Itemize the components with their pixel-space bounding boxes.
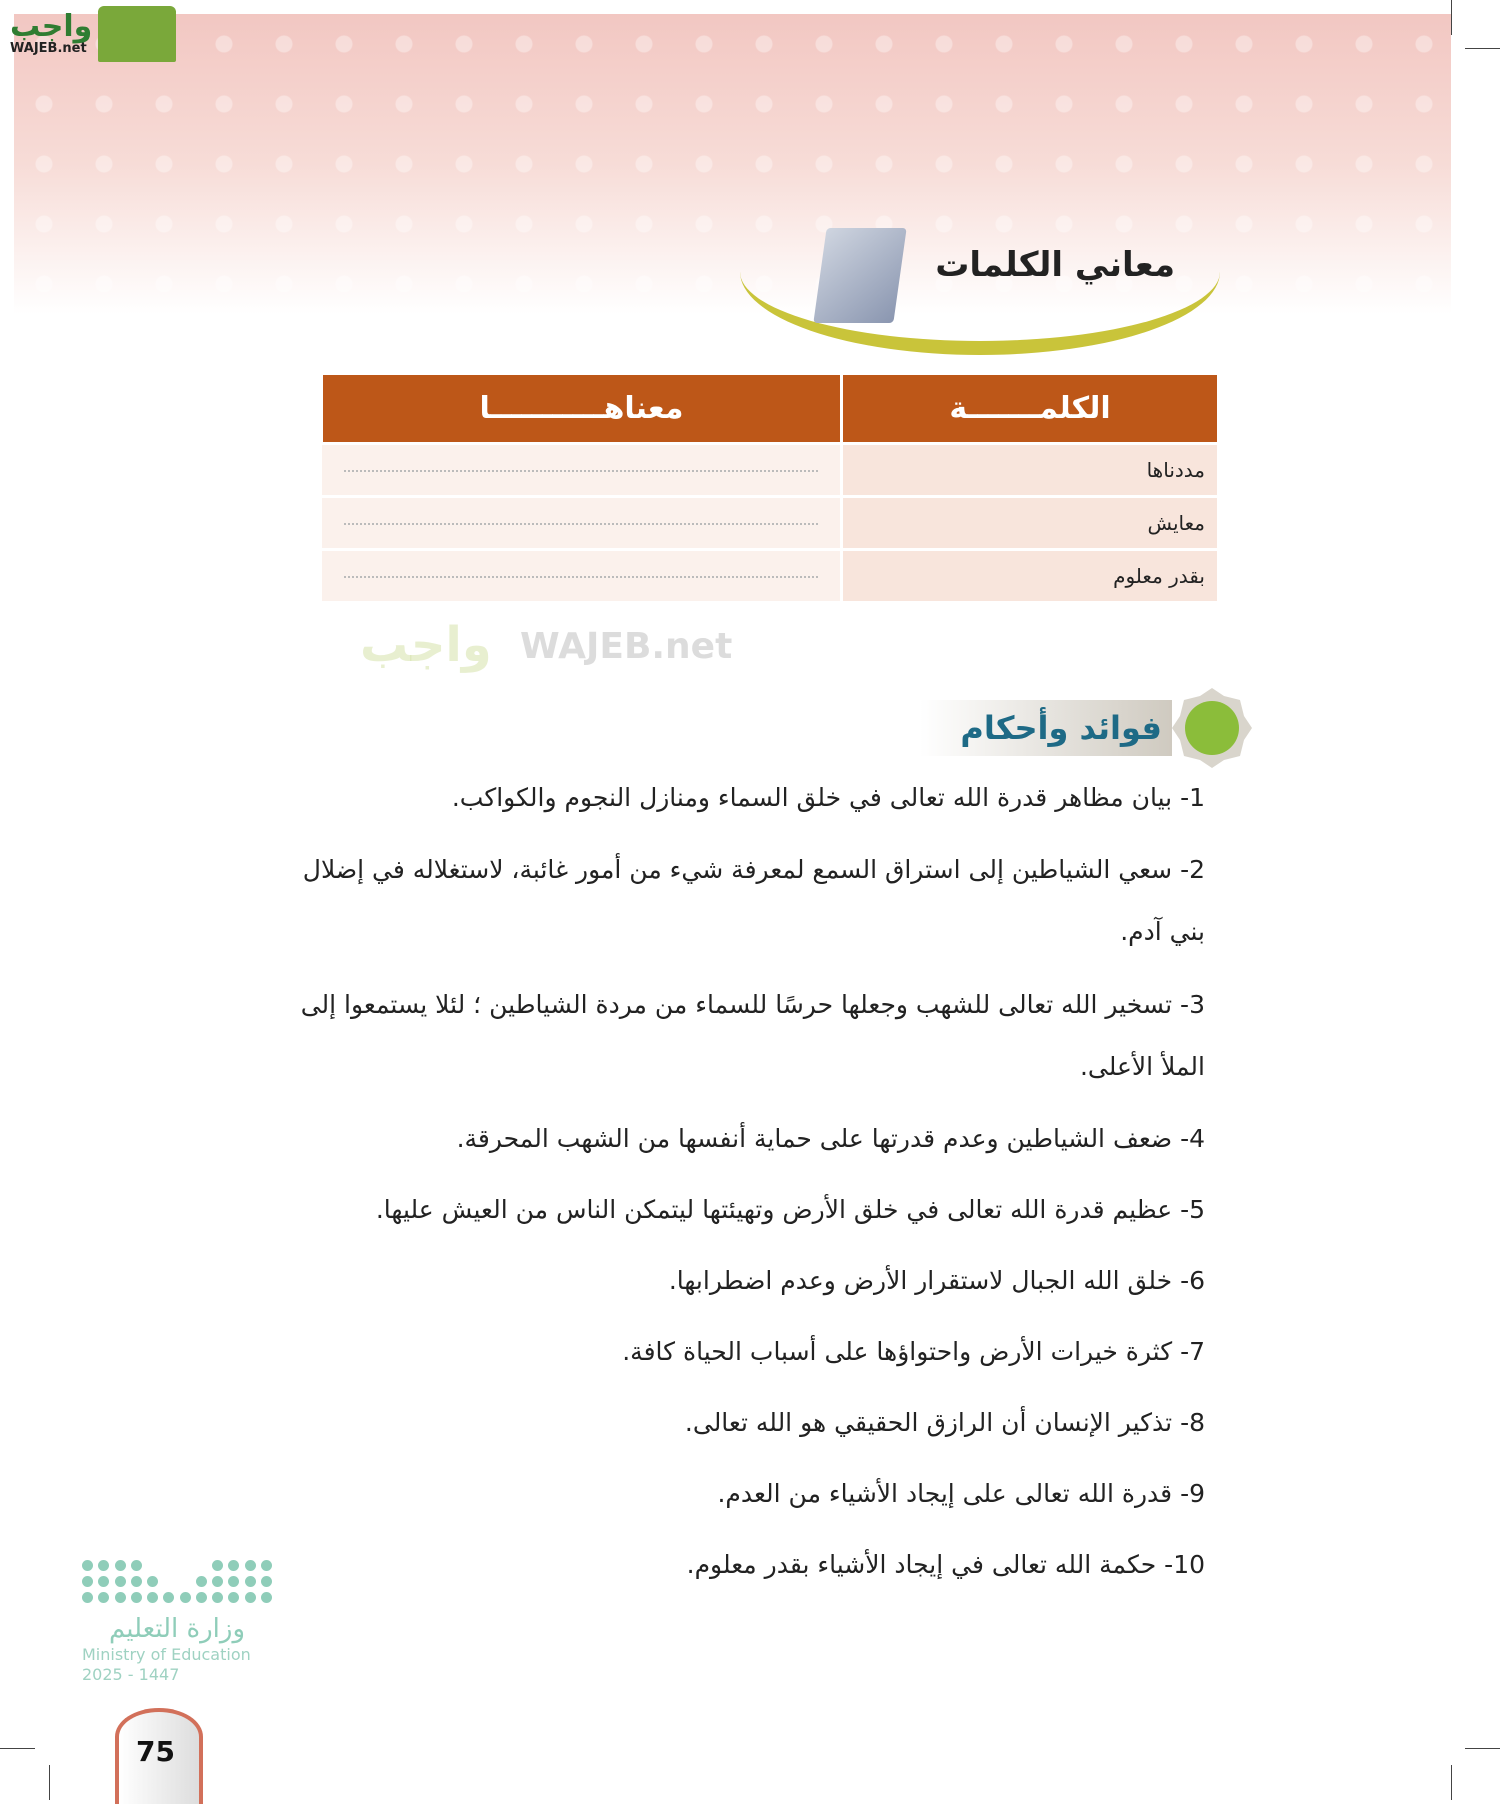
crop-mark: [0, 1748, 35, 1749]
list-item: 4- ضعف الشياطين وعدم قدرتها على حماية أنفسها من الشهب المحرقة.: [456, 1124, 1205, 1153]
list-item: 9- قدرة الله تعالى على إيجاد الأشياء من العدم.: [717, 1479, 1205, 1508]
star-badge-icon: [1172, 688, 1252, 768]
logo-ar: واجب: [10, 8, 93, 44]
dotted-line: [344, 469, 819, 472]
ministry-en: Ministry of Education: [82, 1645, 251, 1664]
section-title-benefits: فوائد وأحكام: [920, 700, 1172, 756]
list-item: 3- تسخير الله تعالى للشهب وجعلها حرسًا للسماء من مردة الشياطين ؛ لئلا يستمعوا إلى الملأ الأعلى.: [300, 990, 1205, 1081]
section-title-word-meanings: معاني الكلمات: [935, 245, 1175, 285]
benefits-list: [285, 780, 1205, 1618]
watermark-ar: واجب: [360, 617, 492, 673]
word-cell: بقدر معلوم: [842, 550, 1218, 602]
list-item: 6- خلق الله الجبال لاستقرار الأرض وعدم اضطرابها.: [668, 1266, 1205, 1295]
list-item: 2- سعي الشياطين إلى استراق السمع لمعرفة شيء من أمور غائبة، لاستغلاله في إضلال بني آدم.: [302, 855, 1205, 946]
ministry-year: 2025 - 1447: [82, 1665, 180, 1684]
wajeb-logo[interactable]: [10, 6, 176, 62]
crop-mark: [49, 1765, 50, 1800]
list-item: 10- حكمة الله تعالى في إيجاد الأشياء بقدر معلوم.: [686, 1550, 1205, 1579]
meaning-cell[interactable]: [322, 444, 842, 497]
section-header-benefits: [920, 688, 1252, 768]
banner-pattern: [14, 14, 1451, 314]
table-header: [322, 375, 1218, 444]
logo-en: WAJEB.net: [10, 40, 87, 56]
crop-mark: [1465, 1748, 1500, 1749]
logo-text: [10, 8, 93, 56]
list-item: 7- كثرة خيرات الأرض واحتواؤها على أسباب الحياة كافة.: [622, 1337, 1205, 1366]
crop-mark: [1451, 0, 1452, 35]
table-row: [322, 550, 1218, 602]
word-cell: معايش: [842, 497, 1218, 550]
ministry-logo: [82, 1560, 272, 1685]
word-cell: مددناها: [842, 444, 1218, 497]
table-row: [322, 444, 1218, 497]
crop-mark: [1451, 1765, 1452, 1800]
book-icon: [98, 6, 176, 62]
ministry-dots-icon: [82, 1560, 272, 1603]
list-item: 5- عظيم قدرة الله تعالى في خلق الأرض وتهيئتها ليتمكن الناس من العيش عليها.: [375, 1195, 1205, 1224]
table-row: [322, 497, 1218, 550]
crop-mark: [1465, 48, 1500, 49]
list-item: 1- بيان مظاهر قدرة الله تعالى في خلق السماء ومنازل النجوم والكواكب.: [451, 783, 1205, 812]
list-item: 8- تذكير الإنسان أن الرازق الحقيقي هو الله تعالى.: [684, 1408, 1205, 1437]
header-banner: [14, 14, 1451, 314]
meaning-cell[interactable]: [322, 497, 842, 550]
word-meanings-table: [320, 375, 1217, 601]
paper-pen-icon: [813, 228, 906, 323]
ministry-ar: وزارة التعليم: [108, 1614, 246, 1644]
page-number: 75: [136, 1735, 175, 1768]
dotted-line: [344, 522, 819, 525]
watermark-en: WAJEB.net: [520, 626, 733, 667]
meaning-cell[interactable]: [322, 550, 842, 602]
dotted-line: [344, 575, 819, 578]
header-word: الكلمـــــــة: [842, 375, 1218, 444]
header-meaning: معناهـــــــــــا: [322, 375, 842, 444]
